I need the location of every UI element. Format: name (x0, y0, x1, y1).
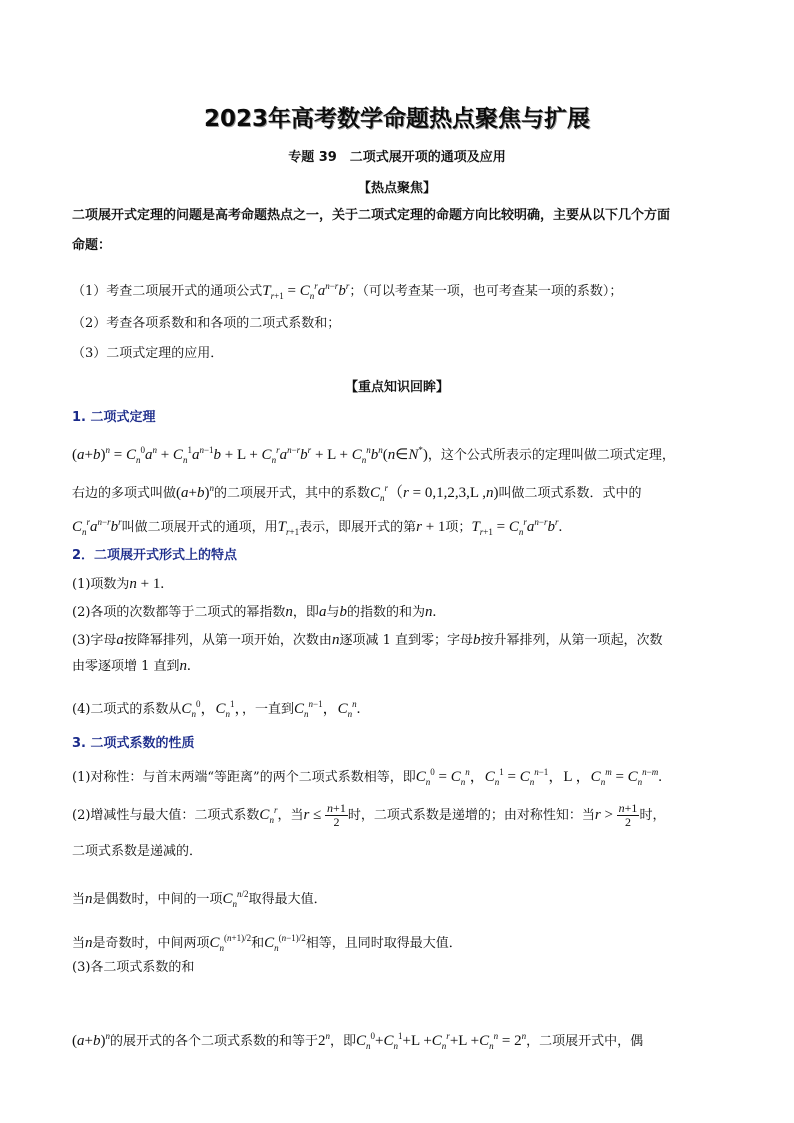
sec2-point-3-cont: 由零逐项增 1 直到n. (72, 658, 191, 674)
topic-subtitle: 专题 39 二项式展开项的通项及应用 (288, 150, 506, 165)
sec3-point-3: (3)各二项式系数的和 (72, 960, 195, 975)
sec3-point-2: (2)增减性与最大值：二项式系数$C_n^r$，当r ≤ $\frac{n+1}{2}$ 时，二项式系数是递增的；由对称性知：当r > $\frac{n+1}{2}$ 时， (72, 801, 666, 829)
intro-line-1: 二项展开式定理的问题是高考命题热点之一，关于二项式定理的命题方向比较明确，主要从以下几个方面 (72, 208, 671, 223)
sec3-point-1: (1)对称性：与首末两端“等距离”的两个二项式系数相等，即$C_n^0 = C_n^n$，$C_n^1 = C_n^{n-1}$，L ，$C_n^m = C_n^{n-m}$. (72, 767, 662, 787)
intro-item-3: （3）二项式定理的应用． (72, 346, 224, 361)
sec1-line-3: $C_n^ra^{n-r}b^r$叫做二项展开式的通项，用$T_{r+1}$表示，即展开式的第r + 1项；$T_{r+1} = C_n^ra^{n-r}b^r$. (72, 517, 563, 537)
sec3-heading: 3. 二项式系数的性质 (72, 736, 195, 751)
sec3-sum-formula: $(a+b)^n$的展开式的各个二项式系数的和等于2$^n$，即$C_n^0+C_n^1+L +C_n^r+L +C_n^n = 2^n$，二项展开式中，偶 (72, 1031, 644, 1051)
sec1-line-2: 右边的多项式叫做$(a+b)^n$的二项展开式，其中的系数$C_n^r(r = 0,1,2,3,L$ ,n)叫做二项式系数．式中的 (72, 483, 642, 503)
sec2-point-3: (3)字母a按降幂排列，从第一项开始，次数由n逐项减 1 直到零；字母b按升幂排列，从第一项起，次数 (72, 632, 663, 648)
page-title: 2023年高考数学命题热点聚焦与扩展 (203, 106, 590, 132)
intro-item-1: （1）考查二项展开式的通项公式$T_{r+1} = C_n^ra^{n-r}b^r$；（可以考查某一项，也可考查某一项的系数）； (72, 281, 623, 301)
hot-focus-heading: 【热点聚焦】 (357, 181, 436, 196)
sec3-point-2-cont: 二项式系数是递减的． (72, 844, 203, 859)
intro-line-2: 命题： (72, 238, 112, 253)
fraction-n-plus-1-over-2: $\frac{n+1}{2}$ (327, 801, 346, 829)
sec3-odd-case: 当n是奇数时，中间两项$C_n^{(n+1)/2}$和$C_n^{(n-1)/2}$相等，且同时取得最大值． (72, 933, 462, 953)
sec2-point-1: (1)项数为n + 1. (72, 576, 165, 592)
sec2-heading: 2．二项展开式形式上的特点 (72, 548, 238, 563)
sec1-heading: 1. 二项式定理 (72, 410, 156, 425)
sec2-point-4: (4)二项式的系数从$C_n^0$，$C_n^1$，，一直到$C_n^{n-1}$，$C_n^n$. (72, 699, 361, 719)
general-term-formula: $T_{r+1} = C_n^ra^{n-r}b^r$ (262, 281, 350, 301)
intro-item-2: （2）考查各项系数和和各项的二项式系数和； (72, 316, 341, 331)
review-heading: 【重点知识回眸】 (344, 380, 449, 395)
fraction-n-plus-1-over-2: $\frac{n+1}{2}$ (618, 801, 638, 829)
sec2-point-2: (2)各项的次数都等于二项式的幂指数n，即a与b的指数的和为n. (72, 604, 437, 620)
binomial-theorem-formula: $(a+b)^n = C_n^0a^n + C_n^1a^{n-1}b + L + C_n^ra^{n-r}b^r + L$ + $C_n^nb^n(n\in N^*)$，这个公式所表示的定理叫做二项式定理， (72, 445, 675, 465)
sec3-even-case: 当n是偶数时，中间的一项$C_n^{n/2}$取得最大值． (72, 889, 327, 909)
